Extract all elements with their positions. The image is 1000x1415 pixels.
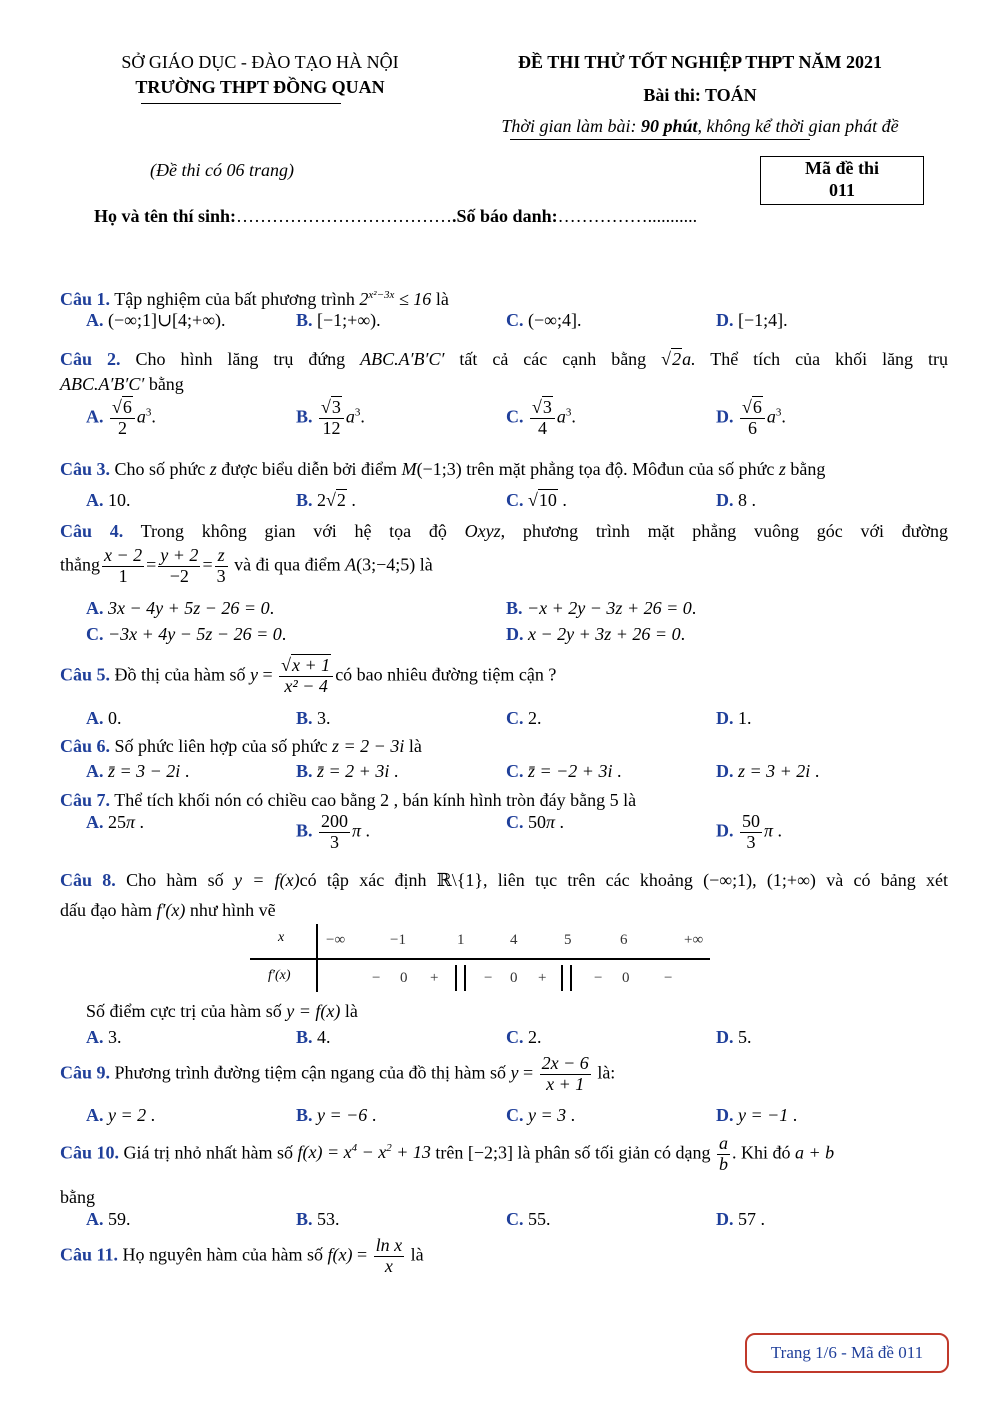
- sign-cell: 0: [510, 970, 518, 986]
- exam-title: ĐỀ THI THỬ TỐT NGHIỆP THPT NĂM 2021: [518, 52, 882, 72]
- q1-option-d[interactable]: D. [−1;4].: [716, 310, 788, 330]
- q9-option-c[interactable]: C. y = 3 .: [506, 1105, 576, 1125]
- q5-option-c[interactable]: C. 2.: [506, 708, 542, 728]
- sign-cell: −: [594, 970, 603, 986]
- question-9: Câu 9. Phương trình đường tiệm cận ngang của đồ thị hàm số y = $\frac{2x - 6}{x + 1}$ là:: [60, 1053, 616, 1094]
- school-name: TRƯỜNG THPT ĐỒNG QUAN: [135, 77, 385, 97]
- q3-option-c[interactable]: C. √10 .: [506, 490, 567, 510]
- q5-option-a[interactable]: A. 0.: [86, 708, 122, 728]
- exam-subject: Bài thi: TOÁN: [643, 85, 757, 105]
- question-8-ask: Số điểm cực trị của hàm số y = f(x) là: [86, 1001, 358, 1021]
- header-divider: [141, 103, 341, 104]
- q1-option-b[interactable]: B. [−1;+∞).: [296, 310, 381, 330]
- q1-option-a[interactable]: A. (−∞;1]∪[4;+∞).: [86, 310, 226, 330]
- q4-option-c[interactable]: C. −3x + 4y − 5z − 26 = 0.: [86, 624, 287, 644]
- q4-option-a[interactable]: A. 3x − 4y + 5z − 26 = 0.: [86, 598, 275, 618]
- q4-option-d[interactable]: D. x − 2y + 3z + 26 = 0.: [506, 624, 686, 644]
- question-8-cont: dấu đạo hàm f′(x) như hình vẽ: [60, 900, 276, 920]
- q2-option-b[interactable]: B. $\frac{√3}{12}$ $a^3$.: [296, 397, 365, 438]
- q9-option-a[interactable]: A. y = 2 .: [86, 1105, 156, 1125]
- q8-option-d[interactable]: D. 5.: [716, 1027, 752, 1047]
- q6-option-c[interactable]: C. z̄ = −2 + 3i .: [506, 761, 622, 781]
- q5-option-b[interactable]: B. 3.: [296, 708, 331, 728]
- q9-option-d[interactable]: D. y = −1 .: [716, 1105, 798, 1125]
- table-fprime-header: f′(x): [268, 968, 291, 983]
- q10-option-a[interactable]: A. 59.: [86, 1209, 131, 1229]
- x-value: +∞: [684, 932, 704, 948]
- undefined-marker: [561, 965, 572, 991]
- q8-option-b[interactable]: B. 4.: [296, 1027, 331, 1047]
- question-7: Câu 7. Thể tích khối nón có chiều cao bằng 2 , bán kính hình tròn đáy bằng 5 là: [60, 790, 637, 810]
- exam-time: Thời gian làm bài: 90 phút, không kể thời gian phát đề: [501, 116, 899, 136]
- q9-option-b[interactable]: B. y = −6 .: [296, 1105, 377, 1125]
- q10-option-c[interactable]: C. 55.: [506, 1209, 551, 1229]
- question-4: Câu 4. Trong không gian với hệ tọa độ Oxyz, phương trình mặt phẳng vuông góc với đường: [60, 521, 948, 541]
- sign-cell: 0: [622, 970, 630, 986]
- q8-option-a[interactable]: A. 3.: [86, 1027, 122, 1047]
- undefined-marker: [455, 965, 466, 991]
- sign-cell: 0: [400, 970, 408, 986]
- question-3: Câu 3. Cho số phức z được biểu diễn bởi điểm M(−1;3) trên mặt phẳng tọa độ. Môđun của số phức z bằng: [60, 459, 826, 479]
- question-10-cont: bằng: [60, 1187, 95, 1207]
- x-value: 6: [620, 932, 628, 948]
- q6-option-d[interactable]: D. z = 3 + 2i .: [716, 761, 820, 781]
- exam-code-value: 011: [828, 180, 855, 200]
- x-value: 5: [564, 932, 572, 948]
- student-info-line: Họ và tên thí sinh:……………………………….Số báo danh:……………...........: [94, 206, 698, 226]
- q2-option-a[interactable]: A. $\frac{√6}{2}$ $a^3$.: [86, 397, 156, 438]
- q3-option-b[interactable]: B. 2√2 .: [296, 490, 356, 510]
- question-5: Câu 5. Đồ thị của hàm số y = $\frac{√x + 1}{\text{x² − 4}}$ có bao nhiêu đường tiệm cận ?: [60, 655, 557, 696]
- sign-cell: +: [538, 970, 547, 986]
- question-2: Câu 2. Cho hình lăng trụ đứng ABC.A′B′C′ tất cả các cạnh bằng √2a. Thể tích của khối lăng trụ: [60, 349, 949, 369]
- q6-option-b[interactable]: B. z̄ = 2 + 3i .: [296, 761, 399, 781]
- page-number-badge: Trang 1/6 - Mã đề 011: [745, 1333, 949, 1373]
- time-underline: [510, 139, 810, 140]
- q2-option-c[interactable]: C. $\frac{√3}{4}$ $a^3$.: [506, 397, 576, 438]
- x-value: −∞: [326, 932, 346, 948]
- q1-option-c[interactable]: C. (−∞;4].: [506, 310, 582, 330]
- sign-cell: −: [484, 970, 493, 986]
- q7-option-c[interactable]: C. 50π .: [506, 812, 565, 832]
- question-4-cont: thẳng $\frac{x - 2}{1}$ = $\frac{y + 2}{-2}$ = $\frac{z}{3}$ và đi qua điểm A(3;−4;5) là: [60, 545, 433, 586]
- department-name: SỞ GIÁO DỤC - ĐÀO TẠO HÀ NỘI: [121, 52, 399, 72]
- table-x-header: x: [278, 930, 285, 945]
- q7-option-b[interactable]: B. $\frac{200}{3}$ π .: [296, 811, 371, 852]
- x-value: 1: [457, 932, 465, 948]
- question-11: Câu 11. Họ nguyên hàm của hàm số f(x) = $\frac{\text{ln x}}{x}$ là: [60, 1235, 424, 1276]
- q3-option-d[interactable]: D. 8 .: [716, 490, 756, 510]
- sign-cell: +: [430, 970, 439, 986]
- question-1: Câu 1. Tập nghiệm của bất phương trình $2^{x^2-3x} \le 16$ là: [60, 289, 449, 309]
- q5-option-d[interactable]: D. 1.: [716, 708, 752, 728]
- q7-option-a[interactable]: A. 25π .: [86, 812, 145, 832]
- pages-note: (Đề thi có 06 trang): [150, 160, 294, 180]
- question-2-cont: ABC.A′B′C′ bằng: [60, 374, 184, 394]
- sign-cell: −: [664, 970, 673, 986]
- question-8: Câu 8. Cho hàm số y = f(x)có tập xác định ℝ\{1}, liên tục trên các khoảng (−∞;1), (1;+∞) và có bảng xét: [60, 870, 949, 890]
- q3-option-a[interactable]: A. 10.: [86, 490, 131, 510]
- exam-code-label: Mã đề thi: [805, 158, 879, 178]
- q10-option-d[interactable]: D. 57 .: [716, 1209, 765, 1229]
- question-10: Câu 10. Giá trị nhỏ nhất hàm số $f(x) = x^4 - x^2 + 13$ trên [−2;3] là phân số tối giản có dạng $\frac{a}{b}$ . Khi đó a + b: [60, 1133, 835, 1174]
- sign-cell: −: [372, 970, 381, 986]
- table-vertical-line: [316, 924, 318, 992]
- q10-option-b[interactable]: B. 53.: [296, 1209, 340, 1229]
- x-value: −1: [390, 932, 406, 948]
- x-value: 4: [510, 932, 518, 948]
- q7-option-d[interactable]: D. $\frac{50}{3}$ π .: [716, 811, 783, 852]
- q2-option-d[interactable]: D. $\frac{√6}{6}$ $a^3$.: [716, 397, 786, 438]
- q4-option-b[interactable]: B. −x + 2y − 3z + 26 = 0.: [506, 598, 697, 618]
- exam-code-box: [760, 156, 924, 205]
- q6-option-a[interactable]: A. z̄ = 3 − 2i .: [86, 761, 190, 781]
- q8-option-c[interactable]: C. 2.: [506, 1027, 542, 1047]
- question-6: Câu 6. Số phức liên hợp của số phức z = 2 − 3i là: [60, 736, 422, 756]
- table-horizontal-line: [250, 958, 710, 960]
